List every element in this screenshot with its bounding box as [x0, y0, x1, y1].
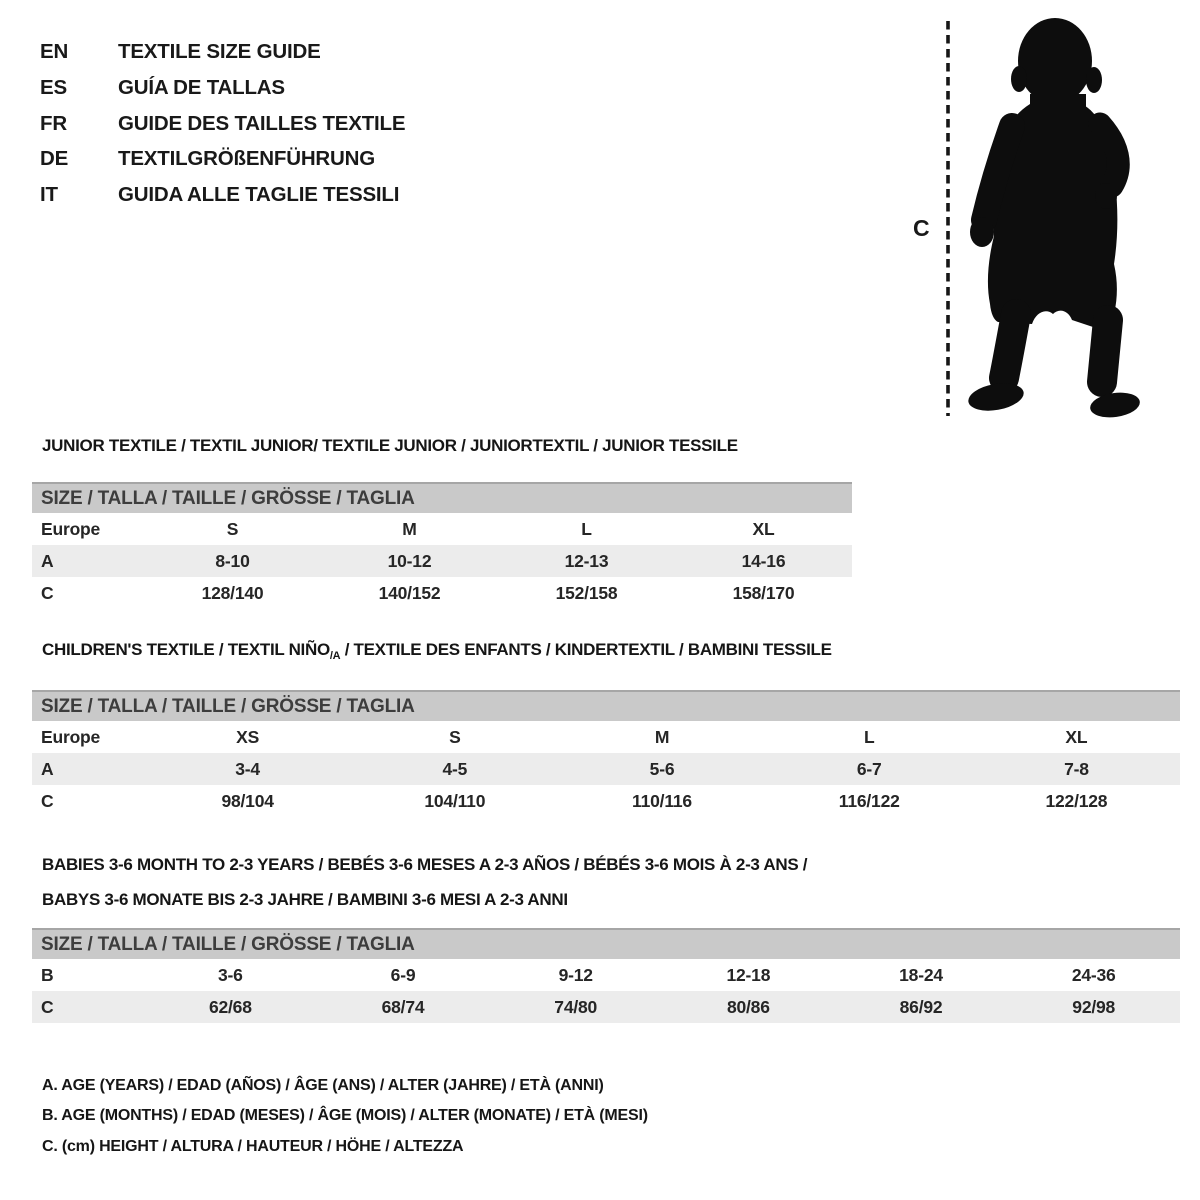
size-cell: 152/158	[555, 582, 618, 603]
size-cell: L	[581, 518, 592, 539]
size-cell: 6-9	[390, 964, 416, 985]
language-title: GUÍA DE TALLAS	[118, 75, 285, 99]
size-cell: S	[449, 726, 461, 747]
size-cell: 9-12	[558, 964, 593, 985]
table-row	[32, 959, 1180, 991]
row-label: C	[41, 790, 54, 811]
babies-table-header: SIZE / TALLA / TAILLE / GRÖSSE / TAGLIA	[32, 928, 1180, 959]
size-cell: 24-36	[1071, 964, 1116, 985]
size-cell: 158/170	[732, 582, 795, 603]
row-label: B	[41, 964, 54, 985]
size-cell: 116/122	[838, 790, 900, 811]
size-cell: 6-7	[856, 758, 882, 779]
table-row	[32, 577, 852, 609]
size-cell: 140/152	[378, 582, 441, 603]
size-cell: 62/68	[208, 996, 252, 1017]
size-cell: 3-6	[217, 964, 243, 985]
language-title: TEXTILGRÖßENFÜHRUNG	[118, 147, 375, 171]
size-cell: 12-13	[564, 550, 609, 571]
table-row	[32, 545, 852, 577]
legend-line-b: B. AGE (MONTHS) / EDAD (MESES) / ÂGE (MOIS) / ALTER (MONATE) / ETÀ (MESI)	[42, 1107, 648, 1125]
legend-line-a: A. AGE (YEARS) / EDAD (AÑOS) / ÂGE (ANS) / ALTER (JAHRE) / ETÀ (ANNI)	[42, 1077, 604, 1094]
children-title-main: CHILDREN'S TEXTILE / TEXTIL NIÑO	[42, 640, 330, 659]
height-measure-label: C	[913, 215, 930, 241]
size-cell: 68/74	[381, 996, 425, 1017]
babies-size-table	[32, 928, 1180, 1023]
junior-section-title: JUNIOR TEXTILE / TEXTIL JUNIOR/ TEXTILE JUNIOR / JUNIORTEXTIL / JUNIOR TESSILE	[42, 436, 738, 455]
babies-title-line2: BABYS 3-6 MONATE BIS 2-3 JAHRE / BAMBINI 3-6 MESI A 2-3 ANNI	[42, 889, 568, 909]
children-size-table	[32, 690, 1180, 817]
measurement-legend	[42, 1071, 648, 1162]
size-cell: 98/104	[221, 790, 274, 811]
size-cell: 5-6	[649, 758, 675, 779]
height-measure-line	[944, 18, 952, 418]
table-row	[32, 991, 1180, 1023]
row-label: Europe	[41, 726, 101, 747]
size-cell: 18-24	[899, 964, 943, 985]
size-cell: 122/128	[1045, 790, 1108, 811]
size-cell: 10-12	[387, 550, 432, 571]
row-label: C	[41, 582, 54, 603]
baby-silhouette	[958, 14, 1150, 418]
legend-line-c: C. (cm) HEIGHT / ALTURA / HAUTEUR / HÖHE / ALTEZZA	[42, 1137, 464, 1155]
row-label: C	[41, 996, 54, 1017]
table-row	[32, 721, 1180, 753]
language-title: GUIDE DES TAILLES TEXTILE	[118, 111, 406, 135]
size-cell: 3-4	[235, 758, 260, 779]
size-cell: XL	[752, 518, 775, 539]
language-code: EN	[40, 40, 69, 63]
size-cell: 4-5	[442, 758, 468, 779]
table-row	[32, 785, 1180, 817]
language-row-de	[40, 141, 405, 177]
language-row-it	[40, 177, 405, 213]
size-cell: 7-8	[1064, 758, 1089, 779]
size-cell: 14-16	[741, 550, 786, 571]
size-cell: 128/140	[201, 582, 264, 603]
junior-table-header: SIZE / TALLA / TAILLE / GRÖSSE / TAGLIA	[32, 482, 852, 513]
children-table-header: SIZE / TALLA / TAILLE / GRÖSSE / TAGLIA	[32, 690, 1180, 721]
language-row-en	[40, 34, 405, 70]
children-title-rest: / TEXTILE DES ENFANTS / KINDERTEXTIL / BAMBINI TESSILE	[340, 640, 832, 659]
size-cell: 110/116	[632, 790, 692, 811]
size-cell: 12-18	[726, 964, 771, 985]
language-list	[40, 34, 405, 213]
size-cell: 80/86	[726, 996, 770, 1017]
size-cell: 86/92	[899, 996, 943, 1017]
language-code: IT	[40, 183, 58, 207]
junior-size-table	[32, 482, 852, 609]
size-cell: XS	[236, 726, 260, 747]
row-label: Europe	[41, 518, 101, 539]
language-code: FR	[40, 111, 67, 135]
size-cell: 74/80	[554, 996, 598, 1017]
table-row	[32, 513, 852, 545]
language-code: DE	[40, 147, 69, 171]
language-row-es	[40, 70, 405, 106]
babies-section-title	[42, 848, 807, 917]
children-title-subscript: /A	[329, 650, 341, 662]
babies-title-line1: BABIES 3-6 MONTH TO 2-3 YEARS / BEBÉS 3-6 MESES A 2-3 AÑOS / BÉBÉS 3-6 MOIS À 2-3 ANS /	[42, 855, 808, 874]
row-label: A	[41, 550, 54, 571]
size-cell: M	[654, 726, 670, 747]
size-cell: S	[226, 518, 239, 539]
row-label: A	[41, 758, 54, 779]
size-cell: M	[402, 518, 417, 539]
size-cell: 8-10	[215, 550, 250, 571]
size-cell: 104/110	[424, 790, 486, 811]
size-cell: XL	[1065, 726, 1088, 747]
language-title: GUIDA ALLE TAGLIE TESSILI	[118, 183, 400, 207]
size-cell: 92/98	[1072, 996, 1116, 1017]
table-row	[32, 753, 1180, 785]
language-row-fr	[40, 106, 405, 142]
size-cell: L	[863, 726, 875, 747]
language-code: ES	[40, 75, 67, 99]
language-title: TEXTILE SIZE GUIDE	[118, 40, 321, 63]
children-section-title	[42, 640, 832, 662]
